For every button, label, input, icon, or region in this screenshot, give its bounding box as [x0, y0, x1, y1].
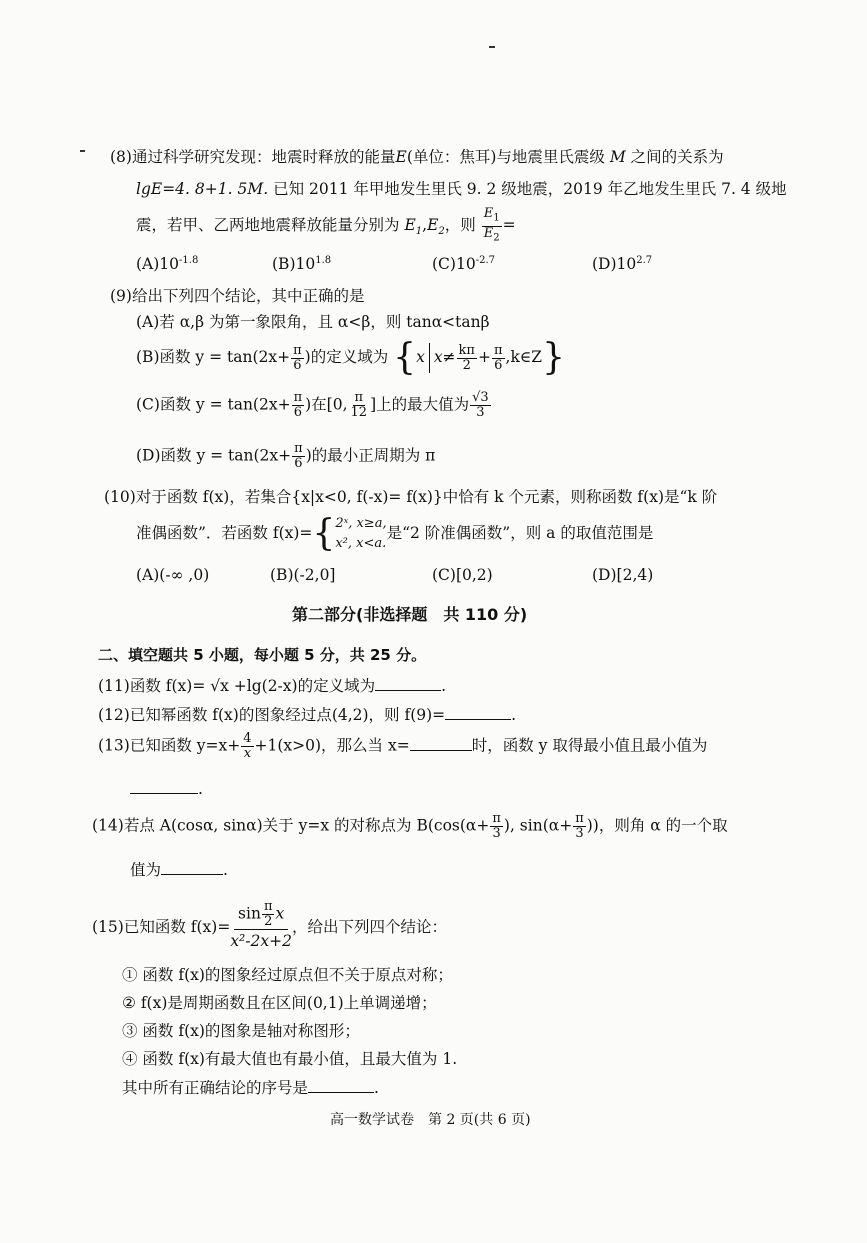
section2-heading: 二、填空题共 5 小题，每小题 5 分，共 25 分。 [98, 646, 427, 664]
q8-ratio: $\frac{E_1}{E_2}$ [483, 206, 500, 244]
q9-number: (9) [110, 287, 132, 305]
q15-end: ，给出下列四个结论： [291, 918, 447, 936]
q14 [92, 812, 728, 841]
q14-frac1: $\frac{\pi}{3}$ [492, 811, 501, 841]
q8-line2 [136, 177, 787, 199]
q10-line1 [104, 485, 717, 507]
q8-line2-text: 已知 2011 年甲地发生里氏 9. 2 级地震，2019 年乙地发生里氏 7. 4 级地 [273, 180, 787, 198]
q9-c-frac: $\frac{\pi}{6}$ [293, 390, 303, 420]
q10-line2: 准偶函数”．若函数 f(x)={ 2ˣ, x≥a, x², x<a. 是“2 阶准偶函数”，则 a 的取值范围是 [136, 513, 654, 554]
q8-number: (8) [110, 148, 132, 166]
q13-mid: +1(x>0)，那么当 x= [254, 736, 410, 755]
q8-E2: $E_2$ [427, 216, 445, 238]
q10-line2-end: 是“2 阶准偶函数”，则 a 的取值范围是 [386, 524, 654, 542]
q8-option-a: $(A)10^{-1.8}$ [136, 255, 199, 274]
q13 [98, 732, 707, 761]
q10-option-c: (C)[0,2) [432, 566, 493, 584]
q13-frac: $\frac{4}{x}$ [243, 731, 252, 761]
q9-c-frac2: $\frac{\pi}{12}$ [350, 390, 368, 420]
q9-d-frac: $\frac{\pi}{6}$ [294, 441, 303, 471]
q10-line2-pre: 准偶函数”．若函数 f(x)= [136, 524, 313, 542]
q15-pre: (15)已知函数 f(x)= [92, 918, 231, 936]
q13-answer-blank-2[interactable] [130, 779, 198, 794]
page-footer: 高一数学试卷 第 2 页(共 6 页) [330, 1112, 531, 1128]
q8-line1 [110, 145, 724, 167]
q14-answer-blank[interactable] [161, 860, 223, 875]
q14-pre: (14)若点 A(cosα, sinα)关于 y=x 的对称点为 B(cos(α+ [92, 816, 490, 835]
q8-text-end: 之间的关系为 [630, 148, 724, 166]
q9-set-x: x [416, 348, 425, 366]
part2-title: 第二部分(非选择题 共 110 分) [292, 605, 528, 624]
q15-item-1: ① 函数 f(x)的图象经过原点但不关于原点对称； [122, 966, 453, 984]
q13-pre: (13)已知函数 y=x+ [98, 736, 241, 755]
q15-item-3: ③ 函数 f(x)的图象是轴对称图形； [122, 1022, 360, 1040]
q9-b-mid: )的定义域为 [304, 348, 389, 366]
q14-line2: 值为 . [130, 861, 228, 879]
q15-question: 其中所有正确结论的序号是 . [122, 1079, 379, 1097]
q10-line1-text: 对于函数 f(x)，若集合{x|x<0, f(-x)= f(x)}中恰有 k 个元素，则称函数 f(x)是“k 阶 [135, 488, 718, 506]
q9-c-frac3: $\frac{√3}{3}$ [472, 390, 489, 420]
q8-option-b: $(B)10^{1.8}$ [272, 255, 332, 274]
q8-text: 通过科学研究发现：地震时释放的能量 [131, 148, 396, 166]
q9-option-a: (A)若 α,β 为第一象限角，且 α<β，则 tanα<tanβ [136, 313, 490, 331]
q8-E1: $E_1$ [404, 216, 423, 238]
q15-item-2: ② f(x)是周期函数且在区间(0,1)上单调递增； [122, 994, 437, 1012]
q9-d-pre: (D)函数 y = tan(2x+ [136, 446, 292, 465]
q15-item-4: ④ 函数 f(x)有最大值也有最小值，且最大值为 1. [122, 1050, 458, 1068]
q13-answer-blank-1[interactable] [410, 736, 472, 751]
q9-option-c [136, 391, 492, 420]
q8-formula: lgE=4. 8+1. 5M. [136, 180, 269, 198]
q9-set-k: ,k∈Z [505, 348, 543, 366]
q14-mid: ), sin(α+ [503, 816, 573, 835]
q9-option-d [136, 442, 435, 471]
q9-set-frac2: $\frac{\pi}{6}$ [493, 342, 503, 373]
q8-then: ，则 [444, 216, 476, 235]
q9-d-end: )的最小正周期为 π [305, 446, 436, 465]
q9-c-mid: )在[0, [305, 395, 348, 414]
q9-c-mid2: ]上的最大值为 [370, 395, 470, 414]
q12-text: (12)已知幂函数 f(x)的图象经过点(4,2)，则 f(9)= [98, 706, 446, 724]
q8-option-c: $(C)10^{-2.7}$ [432, 255, 495, 274]
q11: (11)函数 f(x)= √x +lg(2-x)的定义域为 . [98, 677, 447, 695]
q9-option-b: (B)函数 y = tan(2x+ $\frac{\pi}{6}$ )的定义域为 {x x≠ $\frac{k\pi}{2}$ + $\frac{\pi}{6}$ ,k∈Z} [136, 337, 565, 378]
q9-stem-text: 给出下列四个结论，其中正确的是 [131, 287, 365, 305]
q15-fraction: sin $\frac{\pi}{2}$ x x²-2x+2 [230, 899, 292, 950]
q9-b-pre: (B)函数 y = tan(2x+ [136, 348, 291, 366]
q9-set-frac1: $\frac{k\pi}{2}$ [458, 342, 475, 373]
q13-end: 时，函数 y 取得最小值且最小值为 [471, 736, 708, 755]
q10-piecewise: 2ˣ, x≥a, x², x<a. [335, 516, 387, 551]
q14-end: ))，则角 α 的一个取 [586, 816, 728, 835]
q9-b-frac: $\frac{\pi}{6}$ [293, 342, 302, 373]
q10-option-d: (D)[2,4) [592, 566, 654, 584]
q15-question-text: 其中所有正确结论的序号是 [122, 1079, 309, 1097]
q10-option-a: (A)(-∞ ,0) [136, 566, 210, 584]
q14-line2-text: 值为 [130, 861, 162, 879]
q12-answer-blank[interactable] [445, 705, 511, 720]
q11-text: (11)函数 f(x)= √x +lg(2-x)的定义域为 [98, 677, 376, 695]
q9-c-pre: (C)函数 y = tan(2x+ [136, 395, 291, 414]
q15 [92, 900, 447, 952]
q8-line3-text: 震，若甲、乙两地地震释放能量分别为 [136, 216, 400, 235]
q13-line2: . [130, 779, 203, 798]
q8-unit: (单位：焦耳)与地震里氏震级 [406, 148, 605, 166]
q12: (12)已知幂函数 f(x)的图象经过点(4,2)，则 f(9)= . [98, 706, 517, 724]
q8-var-M: M [609, 148, 626, 166]
q9-stem [110, 284, 364, 306]
q8-var-E: E [395, 148, 407, 166]
scan-mark [80, 150, 85, 152]
q8-line3: 震，若甲、乙两地地震释放能量分别为 $E_1,E_2$，则 $\frac{E_1}{E_2}$ = [136, 206, 516, 244]
scan-mark [489, 46, 495, 48]
q10-number: (10) [104, 488, 136, 506]
q14-frac2: $\frac{\pi}{3}$ [575, 811, 584, 841]
q9-set-cond: x≠ [433, 348, 456, 366]
q10-option-b: (B)(-2,0] [270, 566, 336, 584]
q8-option-d: $(D)10^{2.7}$ [592, 255, 653, 274]
q11-answer-blank[interactable] [375, 676, 441, 691]
q15-answer-blank[interactable] [308, 1078, 374, 1093]
